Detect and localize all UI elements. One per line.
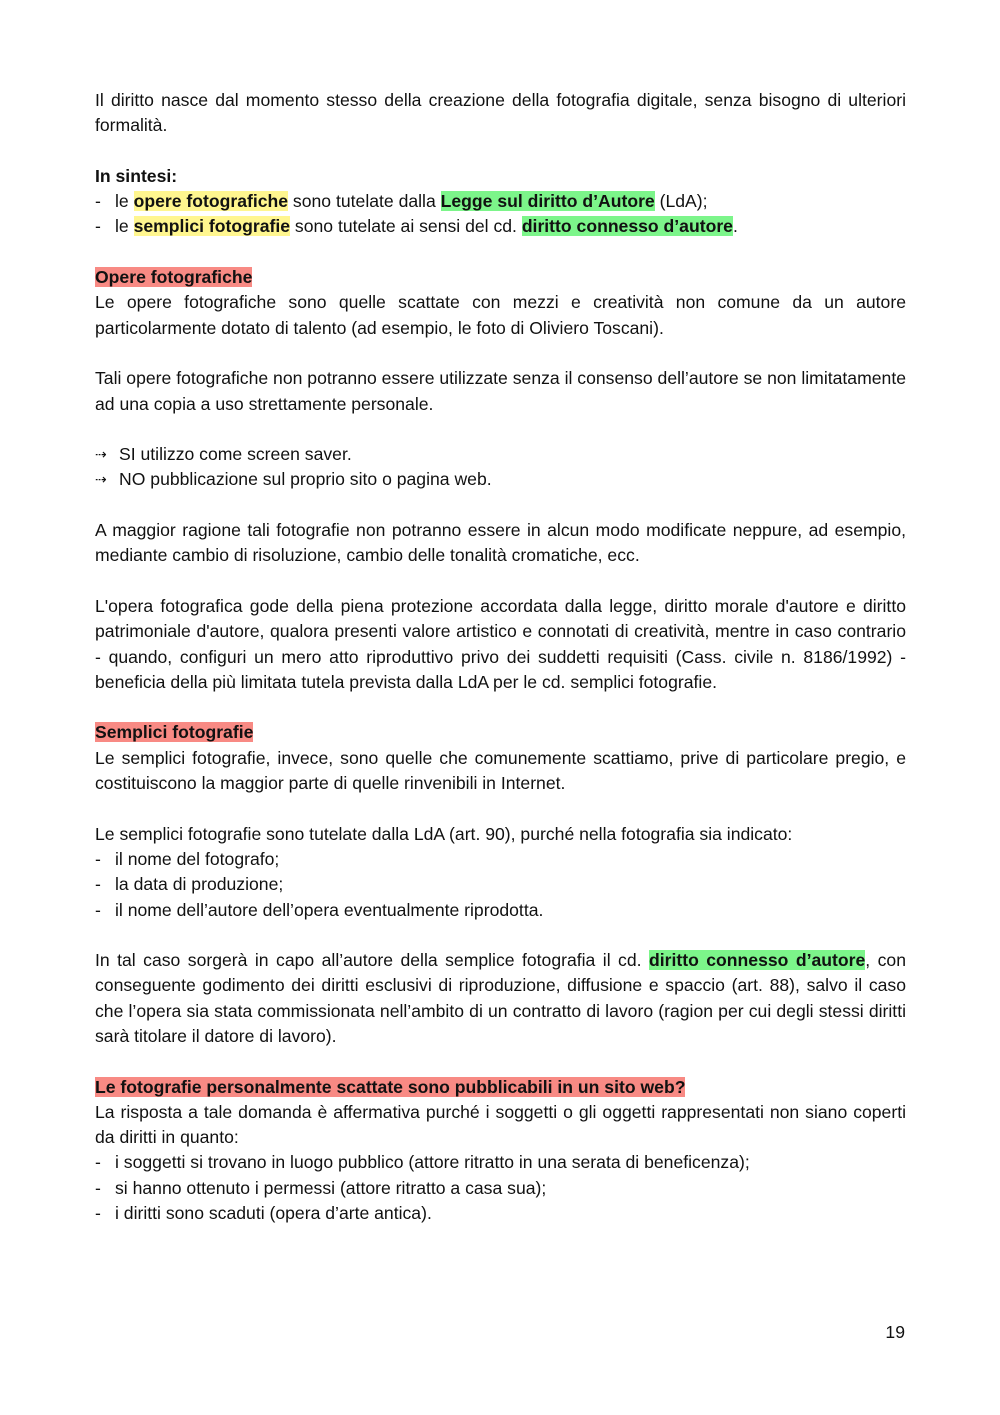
dash-icon: - — [95, 848, 101, 869]
paragraph: In tal caso sorgerà in capo all’autore della semplice fotografia il cd. diritto connesso d’autore, con conseguente godimento dei diritti esclusivi di riproduzione, diffusione e spaccio (art. 88), salvo il caso che l’opera sia stata commissionata nell’ambito di un contratto di lavoro (ragion per cui degli stessi diritti sarà titolare il datore di lavoro). — [95, 950, 906, 1046]
highlight-yellow: opere fotografiche — [133, 191, 289, 212]
arrow-item: ⇢ NO pubblicazione sul proprio sito o pagina web. — [95, 467, 906, 492]
list-item: - i diritti sono scaduti (opera d’arte antica). — [95, 1201, 906, 1226]
highlight-yellow: semplici fotografie — [133, 216, 291, 237]
document-page — [95, 88, 906, 1226]
list-item: - la data di produzione; — [95, 872, 906, 897]
list-item: - i soggetti si trovano in luogo pubblico (attore ritratto in una serata di beneficenza); — [95, 1150, 906, 1175]
paragraph: Le semplici fotografie sono tutelate dalla LdA (art. 90), purché nella fotografia sia indicato: — [95, 823, 793, 844]
paragraph: Le opere fotografiche sono quelle scattate con mezzi e creatività non comune da un autore particolarmente dotato di talento (ad esempio, le foto di Oliviero Toscani). — [95, 292, 906, 338]
intro-paragraph: Il diritto nasce dal momento stesso della creazione della fotografia digitale, senza bisogno di ulteriori formalità. — [95, 90, 906, 136]
dash-icon: - — [95, 874, 101, 895]
arrow-icon: ⇢ — [95, 446, 107, 463]
list-item: - le opere fotografiche sono tutelate dalla Legge sul diritto d’Autore (LdA); — [95, 189, 906, 214]
highlight-green: Legge sul diritto d’Autore — [440, 191, 655, 212]
dash-icon: - — [95, 899, 101, 920]
paragraph: Tali opere fotografiche non potranno essere utilizzate senza il consenso dell’autore se non limitatamente ad una copia a uso strettamente personale. — [95, 368, 906, 414]
arrow-icon: ⇢ — [95, 471, 107, 488]
section-heading-semplici: Semplici fotografie — [95, 722, 254, 743]
list-item: - il nome del fotografo; — [95, 847, 906, 872]
sintesi-title: In sintesi: — [95, 165, 178, 186]
dash-icon: - — [95, 1152, 101, 1173]
arrow-item: ⇢ SI utilizzo come screen saver. — [95, 442, 906, 467]
list-item: - si hanno ottenuto i permessi (attore ritratto a casa sua); — [95, 1176, 906, 1201]
paragraph: Le semplici fotografie, invece, sono quelle che comunemente scattiamo, prive di particolare pregio, e costituiscono la maggior parte di quelle rinvenibili in Internet. — [95, 747, 906, 794]
paragraph: La risposta a tale domanda è affermativa purché i soggetti o gli oggetti rappresentati non siano coperti da diritti in quanto: — [95, 1101, 906, 1148]
section-heading-opere: Opere fotografiche — [95, 267, 253, 288]
paragraph: A maggior ragione tali fotografie non potranno essere in alcun modo modificate neppure, ad esempio, mediante cambio di risoluzione, cambio delle tonalità cromatiche, ecc. — [95, 520, 906, 566]
dash-icon: - — [95, 216, 101, 237]
page-number: 19 — [885, 1322, 905, 1342]
highlight-green: diritto connesso d’autore — [648, 950, 866, 971]
list-item: - il nome dell’autore dell’opera eventualmente riprodotta. — [95, 898, 906, 923]
section-heading-pubblicabili: Le fotografie personalmente scattate sono pubblicabili in un sito web? — [95, 1076, 686, 1097]
dash-icon: - — [95, 1203, 101, 1224]
list-item: - le semplici fotografie sono tutelate ai sensi del cd. diritto connesso d’autore. — [95, 214, 906, 239]
highlight-green: diritto connesso d’autore — [521, 216, 733, 237]
paragraph: L'opera fotografica gode della piena protezione accordata dalla legge, diritto morale d'autore e diritto patrimoniale d'autore, qualora presenti valore artistico e connotati di creatività, mentre in caso contrario - quando, configuri un mero atto riproduttivo privo dei suddetti requisiti (Cass. civile n. 8186/1992) - beneficia della più limitata tutela prevista dalla LdA per le cd. semplici fotografie. — [95, 595, 906, 692]
dash-icon: - — [95, 1177, 101, 1198]
dash-icon: - — [95, 191, 101, 212]
